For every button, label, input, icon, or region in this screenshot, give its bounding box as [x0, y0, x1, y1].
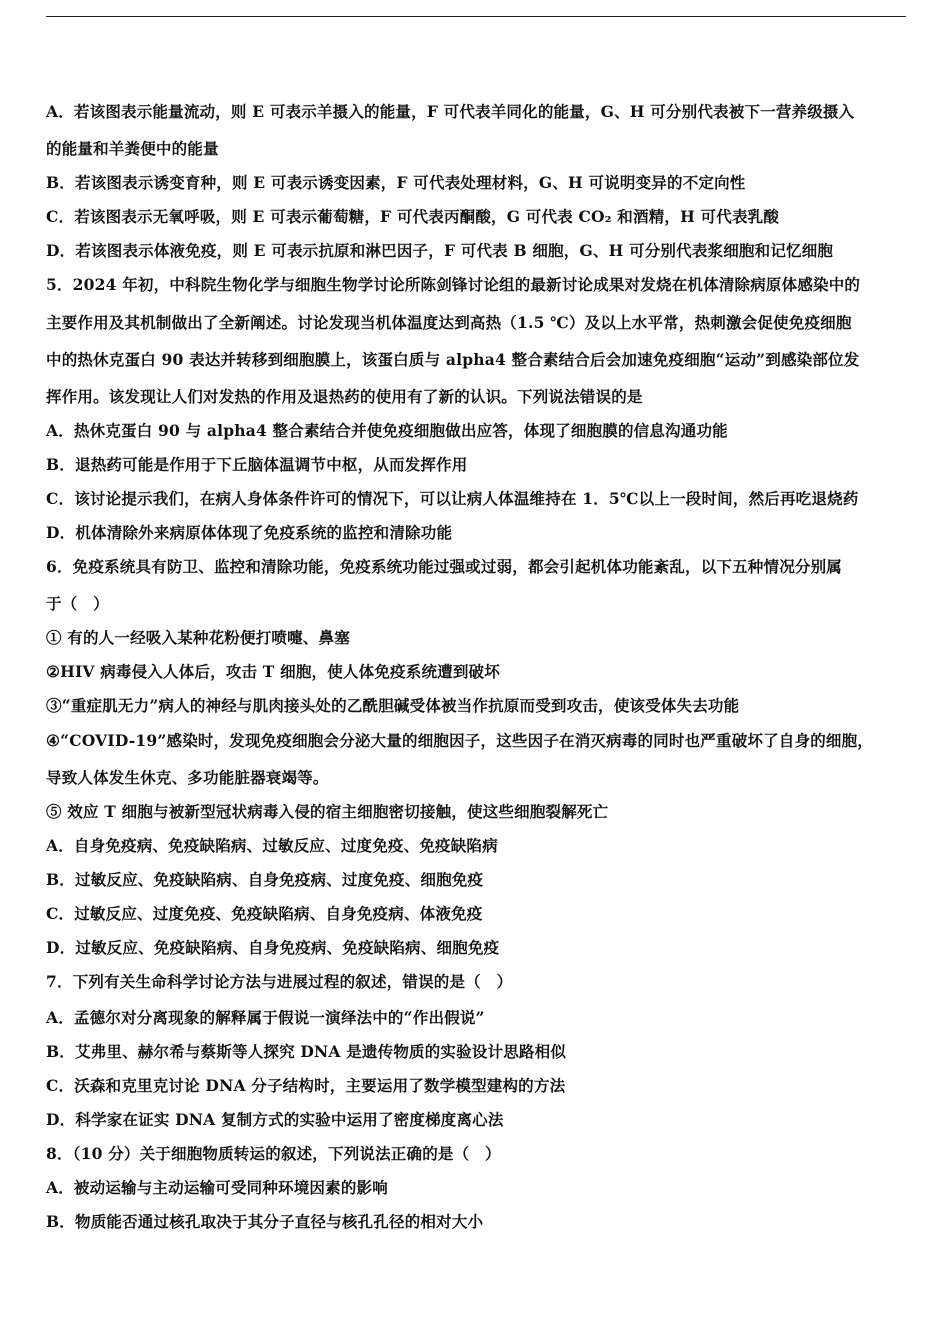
q5-option-c: C．该讨论提示我们，在病人身体条件许可的情况下，可以让病人体温维持在 1．5℃以上一段时间，然后再吃退烧药: [46, 489, 859, 508]
q6-item-4: ④“COVID-19”感染时，发现免疫细胞会分泌大量的细胞因子，这些因子在消灭病毒的同时也严重破坏了自身的细胞，: [46, 731, 874, 750]
q6-item-1: ① 有的人一经吸入某种花粉便打喷嚏、鼻塞: [46, 628, 350, 647]
q4-option-a-cont: 的能量和羊粪便中的能量: [46, 139, 219, 158]
q8-option-a: A．被动运输与主动运输可受同种环境因素的影响: [46, 1178, 388, 1197]
q6-option-b: B．过敏反应、免疫缺陷病、自身免疫病、过度免疫、细胞免疫: [46, 870, 484, 889]
q7-stem: 7．下列有关生命科学讨论方法与进展过程的叙述，错误的是（ ）: [46, 972, 513, 991]
q5-option-a: A．热休克蛋白 90 与 alpha4 整合素结合并使免疫细胞做出应答，体现了细胞膜的信息沟通功能: [46, 421, 728, 440]
q5-option-d: D．机体清除外来病原体体现了免疫系统的监控和清除功能: [46, 523, 453, 542]
q5-stem-cont: 中的热休克蛋白 90 表达并转移到细胞膜上，该蛋白质与 alpha4 整合素结合后会加速免疫细胞“运动”到感染部位发: [46, 350, 860, 369]
q6-option-a: A．自身免疫病、免疫缺陷病、过敏反应、过度免疫、免疫缺陷病: [46, 836, 498, 855]
q6-item-2: ②HIV 病毒侵入人体后，攻击 T 细胞，使人体免疫系统遭到破坏: [46, 662, 500, 681]
q6-item-4-cont: 导致人体发生休克、多功能脏器衰竭等。: [46, 768, 329, 787]
q5-option-b: B．退热药可能是作用于下丘脑体温调节中枢，从而发挥作用: [46, 455, 468, 474]
q7-option-d: D．科学家在证实 DNA 复制方式的实验中运用了密度梯度离心法: [46, 1110, 504, 1129]
q7-option-a: A．孟德尔对分离现象的解释属于假说一演绎法中的“作出假说”: [46, 1008, 485, 1027]
q5-stem-cont: 挥作用。该发现让人们对发热的作用及退热药的使用有了新的认识。下列说法错误的是: [46, 387, 643, 406]
q7-option-b: B．艾弗里、赫尔希与蔡斯等人探究 DNA 是遗传物质的实验设计思路相似: [46, 1042, 567, 1061]
q5-stem-cont: 主要作用及其机制做出了全新阐述。讨论发现当机体温度达到高热（1.5 ℃）及以上水平常，热刺激会促使免疫细胞: [46, 313, 852, 332]
q6-option-c: C．过敏反应、过度免疫、免疫缺陷病、自身免疫病、体液免疫: [46, 904, 483, 923]
q6-stem-cont: 于（ ）: [46, 594, 109, 613]
q6-option-d: D．过敏反应、免疫缺陷病、自身免疫病、免疫缺陷病、细胞免疫: [46, 938, 500, 957]
q8-option-b: B．物质能否通过核孔取决于其分子直径与核孔孔径的相对大小: [46, 1212, 484, 1231]
top-divider: [46, 16, 906, 17]
q4-option-b: B．若该图表示诱变育种，则 E 可表示诱变因素，F 可代表处理材料，G、H 可说明变异的不定向性: [46, 173, 746, 192]
q7-option-c: C．沃森和克里克讨论 DNA 分子结构时，主要运用了数学模型建构的方法: [46, 1076, 566, 1095]
q4-option-d: D．若该图表示体液免疫，则 E 可表示抗原和淋巴因子，F 可代表 B 细胞，G、H 可分别代表浆细胞和记忆细胞: [46, 241, 834, 260]
q6-item-5: ⑤ 效应 T 细胞与被新型冠状病毒入侵的宿主细胞密切接触，使这些细胞裂解死亡: [46, 802, 609, 821]
q4-option-c: C．若该图表示无氧呼吸，则 E 可表示葡萄糖，F 可代表丙酮酸，G 可代表 CO₂ 和酒精，H 可代表乳酸: [46, 207, 780, 226]
q6-stem: 6．免疫系统具有防卫、监控和清除功能，免疫系统功能过强或过弱，都会引起机体功能紊乱，以下五种情况分别属: [46, 557, 842, 576]
q8-stem: 8．（10 分）关于细胞物质转运的叙述，下列说法正确的是（ ）: [46, 1144, 501, 1163]
q4-option-a: A．若该图表示能量流动，则 E 可表示羊摄入的能量，F 可代表羊同化的能量，G、H 可分别代表被下一营养级摄入: [46, 102, 855, 121]
q6-item-3: ③“重症肌无力”病人的神经与肌肉接头处的乙酰胆碱受体被当作抗原而受到攻击，使该受体失去功能: [46, 696, 740, 715]
q5-stem: 5．2024 年初，中科院生物化学与细胞生物学讨论所陈剑锋讨论组的最新讨论成果对发烧在机体清除病原体感染中的: [46, 275, 861, 294]
